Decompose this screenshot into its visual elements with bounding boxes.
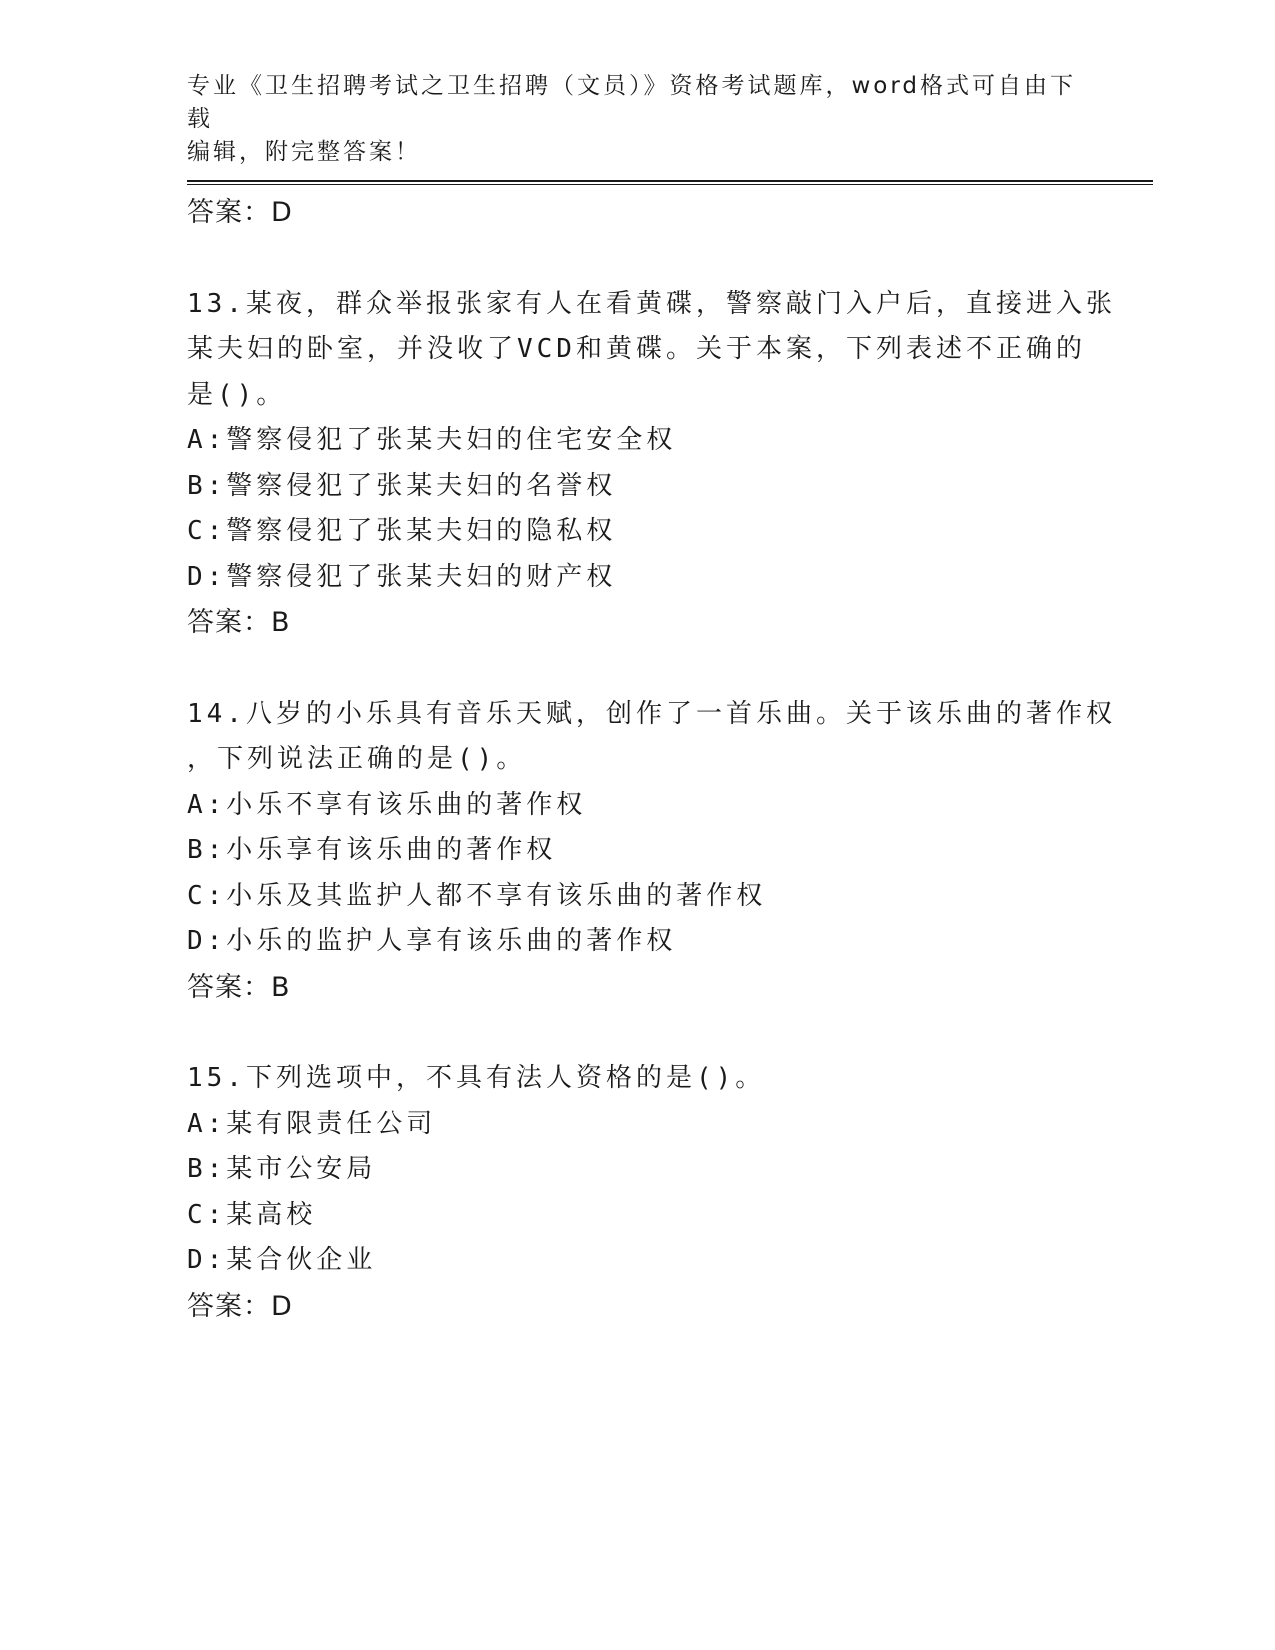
question-stem-line: 14.八岁的小乐具有音乐天赋，创作了一首乐曲。关于该乐曲的著作权 bbox=[187, 698, 1116, 729]
option-a: A:小乐不享有该乐曲的著作权 bbox=[187, 789, 587, 820]
header-line-1: 专业《卫生招聘考试之卫生招聘（文员）》资格考试题库，word格式可自由下载 bbox=[187, 73, 1077, 132]
option-c: C:小乐及其监护人都不享有该乐曲的著作权 bbox=[187, 880, 767, 911]
question-stem-line: 某夫妇的卧室，并没收了VCD和黄碟。关于本案，下列表述不正确的 bbox=[187, 334, 1086, 364]
answer-line: 答案：D bbox=[187, 1290, 293, 1322]
document-header bbox=[187, 70, 1087, 169]
option-b: B:小乐享有该乐曲的著作权 bbox=[187, 835, 557, 865]
spacer bbox=[187, 1010, 1087, 1056]
answer-line: 答案：B bbox=[187, 971, 291, 1003]
header-line-2: 编辑，附完整答案！ bbox=[187, 139, 421, 165]
header-divider-thin bbox=[187, 184, 1153, 185]
answer-line: 答案：D bbox=[187, 197, 293, 228]
spacer bbox=[187, 236, 1087, 282]
question-stem-line: 是()。 bbox=[187, 379, 287, 410]
question-14 bbox=[187, 692, 1116, 1011]
question-15 bbox=[187, 1056, 1087, 1329]
option-d: D:警察侵犯了张某夫妇的财产权 bbox=[187, 561, 617, 592]
option-b: B:警察侵犯了张某夫妇的名誉权 bbox=[187, 470, 617, 501]
option-a: A:警察侵犯了张某夫妇的住宅安全权 bbox=[187, 425, 677, 455]
option-c: C:警察侵犯了张某夫妇的隐私权 bbox=[187, 516, 617, 546]
question-stem-line: 13.某夜，群众举报张家有人在看黄碟，警察敲门入户后，直接进入张 bbox=[187, 288, 1116, 319]
question-13 bbox=[187, 282, 1116, 646]
option-d: D:小乐的监护人享有该乐曲的著作权 bbox=[187, 926, 677, 956]
header-divider bbox=[187, 180, 1153, 182]
option-b: B:某市公安局 bbox=[187, 1154, 377, 1184]
answer-line: 答案：B bbox=[187, 607, 291, 638]
option-a: A:某有限责任公司 bbox=[187, 1108, 437, 1139]
option-c: C:某高校 bbox=[187, 1199, 317, 1230]
option-d: D:某合伙企业 bbox=[187, 1245, 377, 1275]
question-stem-line: ，下列说法正确的是()。 bbox=[187, 744, 527, 774]
spacer bbox=[187, 646, 1087, 692]
document-body bbox=[187, 190, 1116, 1329]
question-stem-line: 15.下列选项中，不具有法人资格的是()。 bbox=[187, 1063, 766, 1093]
